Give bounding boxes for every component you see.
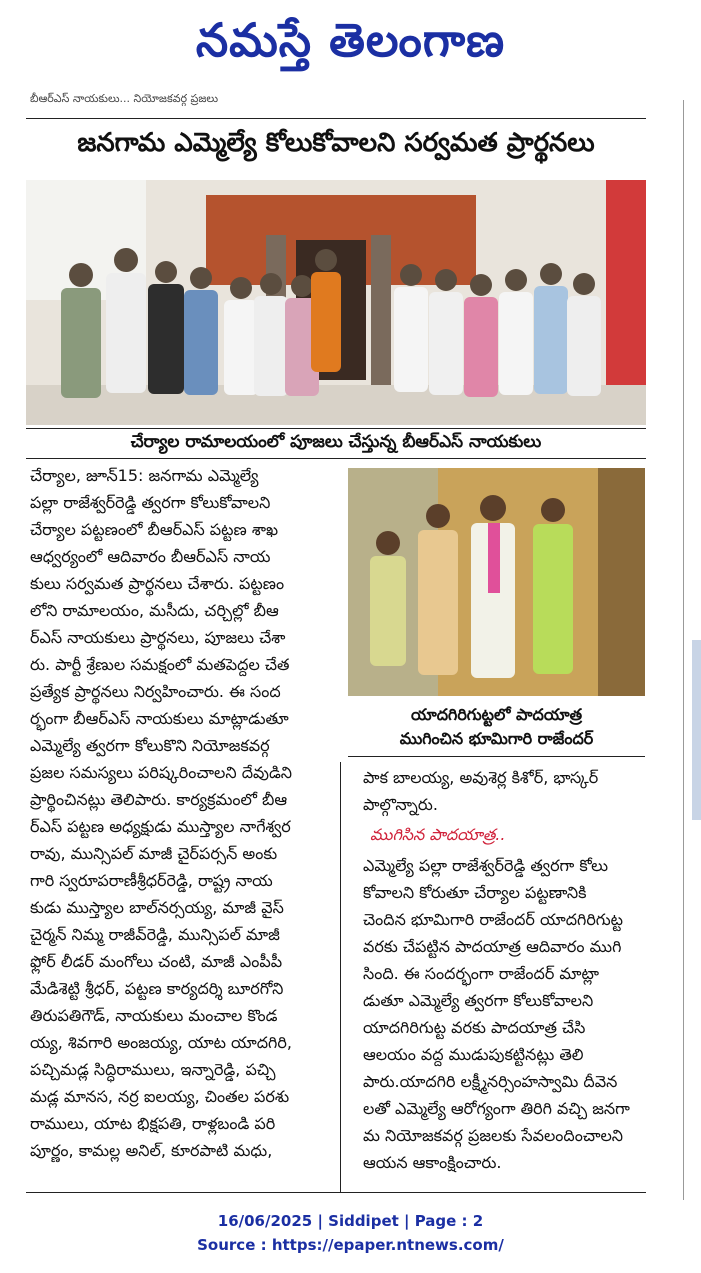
divider-bottom [26, 1192, 646, 1193]
article-line: ర్భంగా బీఆర్ఎస్ నాయకులు మాట్లాడుతూ [30, 709, 289, 728]
article-line: పల్లా రాజేశ్వర్‌రెడ్డి త్వరగా కోలుకోవాలని [30, 493, 271, 512]
article-line: డుతూ ఎమ్మెల్యే త్వరగా కోలుకోవాలని [363, 991, 594, 1010]
footer-date-line: 16/06/2025 | Siddipet | Page : 2 [217, 1212, 484, 1230]
photo1-caption: చేర్యాల రామాలయంలో పూజలు చేస్తున్న బీఆర్ఎస్ నాయకులు [130, 432, 542, 452]
article-line: పాక బాలయ్య, అవుశెర్ల కిశోర్, భాస్కర్ [363, 768, 599, 787]
article-line: య్య, శివగారి అంజయ్య, యాట యాదగిరి, [30, 1033, 292, 1052]
subhead-padayatra: ముగిసిన పాదయాత్ర.. [370, 825, 506, 844]
photo2-caption [348, 703, 645, 751]
article-line: ప్రార్థించినట్లు తెలిపారు. కార్యక్రమంలో బీఆ [30, 790, 288, 809]
article-line: రాములు, యాట భిక్షపతి, రాళ్లబండి పరి [30, 1114, 276, 1133]
article-line: రావు, మున్సిపల్ మాజీ చైర్‌పర్సన్ అంకు [30, 844, 278, 863]
article-line: రు. పార్టీ శ్రేణుల సమక్షంలో మతపెద్దల చేత [30, 655, 290, 674]
photo2-caption-line2: ముగించిన భూమిగారి రాజేందర్ [399, 729, 594, 748]
caption1-rule [26, 428, 646, 429]
article-line: సింది. ఈ సందర్భంగా రాజేందర్ మాట్లా [363, 964, 599, 983]
article-line: ఆలయం వద్ద ముడుపుకట్టినట్లు తెలి [363, 1045, 584, 1064]
caption2-rule-bottom [348, 756, 645, 757]
article-line: మడ్ల మానస, నర్ర ఐలయ్య, చింతల పరశు [30, 1087, 290, 1106]
right-edge-photo [692, 640, 701, 820]
headline: జనగామ ఎమ్మెల్యే కోలుకోవాలని సర్వమత ప్రార్థనలు [77, 128, 595, 158]
article-line: ఎమ్మెల్యే త్వరగా కోలుకొని నియోజకవర్గ [30, 736, 270, 755]
article-line: ఫ్లోర్ లీడర్ మంగోలు చంటి, మాజీ ఎంపీపీ [30, 952, 283, 971]
newspaper-logo: నమస్తే తెలంగాణ [195, 13, 506, 67]
article-line: ర్ఎస్ పట్టణ అధ్యక్షుడు ముస్త్యాల నాగేశ్వర [30, 817, 291, 836]
article-line: పారు.యాదగిరి లక్ష్మీనర్సింహస్వామి దీవెన [363, 1072, 618, 1091]
article-line: లోని రామాలయం, మసీదు, చర్చిల్లో బీఆ [30, 601, 279, 620]
article-right-column-bottom [363, 852, 645, 1176]
article-line: చేర్యాల, జూన్15: జనగామ ఎమ్మెల్యే [30, 466, 259, 485]
article-line: యాదగిరిగుట్ట వరకు పాదయాత్ర చేసి [363, 1018, 586, 1037]
article-line: ప్రత్యేక ప్రార్థనలు నిర్వహించారు. ఈ సంద [30, 682, 281, 701]
photo-padayatra [348, 468, 645, 696]
right-edge-rule [683, 100, 684, 1200]
article-line: కులు సర్వమత ప్రార్థనలు చేశారు. పట్టణం [30, 574, 285, 593]
article-line: మ నియోజకవర్గ ప్రజలకు సేవలందించాలని [363, 1126, 624, 1145]
article-line: గారి స్వరూపరాణీశ్రీధర్‌రెడ్డి, రాష్ట్ర నాయ [30, 871, 273, 890]
footer-source-link[interactable]: Source : https://epaper.ntnews.com/ [197, 1236, 504, 1254]
caption1-rule-bottom [26, 458, 646, 459]
article-line: వరకు చేపట్టిన పాదయాత్ర ఆదివారం ముగి [363, 937, 622, 956]
article-line: కుడు ముస్త్యాల బాల్‌నర్సయ్య, మాజీ వైస్ [30, 898, 284, 917]
article-line: చెందిన భూమిగారి రాజేందర్ యాదగిరిగుట్ట [363, 910, 624, 929]
top-cutline: బీఆర్ఎస్ నాయకులు... నియోజకవర్గ ప్రజలు [30, 92, 219, 105]
article-line: తిరుపతిగౌడ్, నాయకులు మంచాల కొండ [30, 1006, 278, 1025]
masthead [0, 0, 701, 92]
article-line: ప్రజల సమస్యలు పరిష్కరించాలని దేవుడిని [30, 763, 293, 782]
article-line: ఆధ్వర్యంలో ఆదివారం బీఆర్ఎస్ నాయ [30, 547, 271, 566]
article-line: లతో ఎమ్మెల్యే ఆరోగ్యంగా తిరిగి వచ్చి జనగా [363, 1099, 630, 1118]
article-line: ర్ఎస్ నాయకులు ప్రార్థనలు, పూజలు చేశా [30, 628, 286, 647]
divider-top [26, 118, 646, 119]
article-line: చేర్యాల పట్టణంలో బీఆర్ఎస్ పట్టణ శాఖ [30, 520, 279, 539]
article-right-column-top [363, 764, 645, 818]
article-left-column [30, 462, 335, 1164]
article-line: పాల్గొన్నారు. [363, 795, 438, 814]
article-line: కోవాలని కోరుతూ చేర్యాల పట్టణానికి [363, 883, 587, 902]
article-line: ఎమ్మెల్యే పల్లా రాజేశ్వర్‌రెడ్డి త్వరగా కోలు [363, 856, 609, 875]
article-line: ఆయన ఆకాంక్షించారు. [363, 1153, 502, 1172]
column-divider [340, 762, 341, 1192]
photo-temple-prayers [26, 180, 646, 425]
article-line: పూర్ణం, కామల్ల అనిల్, కూరపాటి మధు, [30, 1141, 273, 1160]
article-line: మేడిశెట్టి శ్రీధర్, పట్టణ కార్యదర్శి బూరగోని [30, 979, 284, 998]
article-line: పచ్చిమడ్ల సిద్ధిరాములు, ఇన్నారెడ్డి, పచ్చి [30, 1060, 276, 1079]
photo2-caption-line1: యాదగిరిగుట్టలో పాదయాత్ర [410, 705, 583, 724]
article-line: చైర్మన్ నిమ్మ రాజీవ్‌రెడ్డి, మున్సిపల్ మాజీ [30, 925, 280, 944]
